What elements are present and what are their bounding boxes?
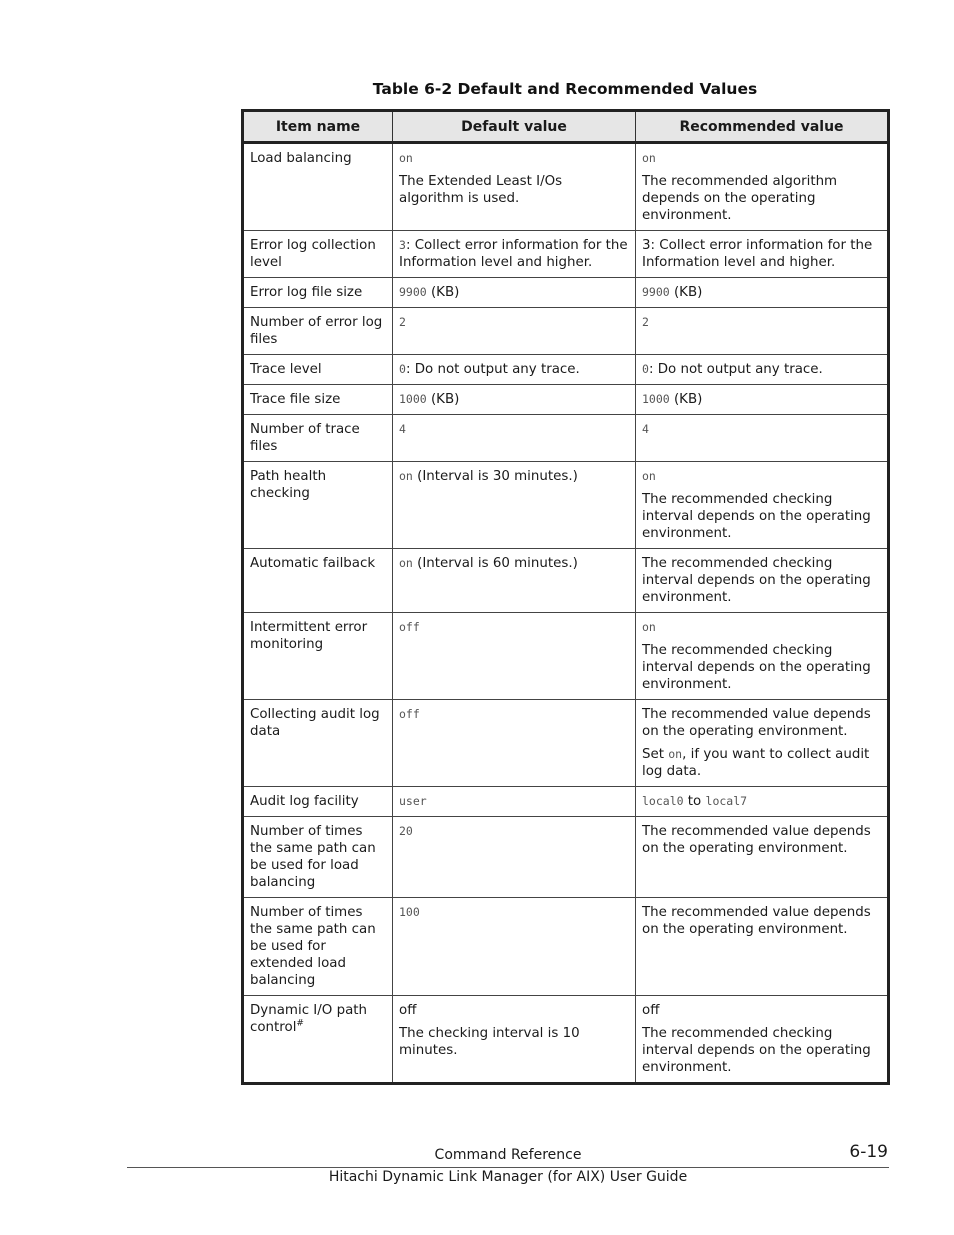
cell-item-name xyxy=(243,231,393,278)
table-row xyxy=(243,898,889,996)
cell-paragraph xyxy=(399,619,630,636)
footer-book-title: Hitachi Dynamic Link Manager (for AIX) User Guide xyxy=(328,1169,688,1185)
cell-item-name xyxy=(243,996,393,1084)
cell-item-name xyxy=(243,817,393,898)
text-run: (KB) xyxy=(669,285,703,300)
table-caption: Table 6-2 Default and Recommended Values xyxy=(372,80,758,98)
item-name-text: Trace file size xyxy=(250,392,341,407)
code-value: on xyxy=(399,151,413,165)
code-value: 0 xyxy=(399,362,406,376)
text-run: : Do not output any trace. xyxy=(648,362,823,377)
code-value: on xyxy=(642,620,656,634)
text-run: The recommended value depends on the operating environment. xyxy=(642,824,871,856)
text-run: Set xyxy=(642,747,669,762)
values-table xyxy=(241,109,890,1085)
cell-paragraph xyxy=(642,391,882,408)
code-value: user xyxy=(399,794,427,808)
code-value: 4 xyxy=(399,422,406,436)
code-value: 4 xyxy=(642,422,649,436)
code-value: on xyxy=(642,151,656,165)
table-row xyxy=(243,231,889,278)
cell-item-name xyxy=(243,898,393,996)
code-value: off xyxy=(399,620,420,634)
table-row xyxy=(243,996,889,1084)
text-run: off xyxy=(642,1003,660,1018)
cell-recommended-value xyxy=(636,817,889,898)
cell-default-value xyxy=(393,231,636,278)
cell-recommended-value xyxy=(636,308,889,355)
cell-paragraph xyxy=(399,391,630,408)
cell-paragraph xyxy=(642,284,882,301)
cell-recommended-value xyxy=(636,549,889,613)
cell-item-name xyxy=(243,308,393,355)
cell-default-value xyxy=(393,898,636,996)
cell-paragraph xyxy=(399,555,630,572)
cell-recommended-value xyxy=(636,355,889,385)
cell-paragraph xyxy=(399,284,630,301)
code-value: 9900 xyxy=(399,285,427,299)
footer-divider xyxy=(127,1167,889,1168)
cell-paragraph xyxy=(399,706,630,723)
cell-paragraph xyxy=(399,1002,630,1019)
cell-paragraph xyxy=(399,793,630,810)
cell-paragraph xyxy=(642,150,882,167)
item-name-text: Dynamic I/O path control xyxy=(250,1003,368,1035)
text-run: , if you want to collect audit log data. xyxy=(642,747,870,779)
cell-paragraph xyxy=(642,421,882,438)
table-row xyxy=(243,462,889,549)
cell-paragraph xyxy=(642,706,882,740)
code-value: off xyxy=(399,707,420,721)
code-value: local7 xyxy=(705,794,748,808)
cell-default-value xyxy=(393,415,636,462)
cell-paragraph xyxy=(642,793,882,810)
text-run: The checking interval is 10 minutes. xyxy=(399,1026,580,1058)
cell-recommended-value xyxy=(636,700,889,787)
cell-recommended-value xyxy=(636,143,889,231)
cell-paragraph xyxy=(642,746,882,780)
cell-paragraph xyxy=(642,361,882,378)
cell-default-value xyxy=(393,355,636,385)
code-value: on xyxy=(642,469,656,483)
cell-paragraph xyxy=(642,237,882,271)
cell-item-name xyxy=(243,700,393,787)
cell-paragraph xyxy=(642,491,882,542)
cell-paragraph xyxy=(642,468,882,485)
item-name-text: Intermittent error monitoring xyxy=(250,620,368,652)
text-run: to xyxy=(683,794,706,809)
cell-default-value xyxy=(393,385,636,415)
header-recommended-value: Recommended value xyxy=(636,111,889,143)
text-run: (KB) xyxy=(669,392,703,407)
footer-section-title: Command Reference xyxy=(434,1147,582,1163)
page-number: 6-19 xyxy=(849,1142,888,1162)
item-name-text: Error log collection level xyxy=(250,238,376,270)
item-name-text: Trace level xyxy=(250,362,322,377)
cell-paragraph xyxy=(399,173,630,207)
table-row xyxy=(243,278,889,308)
cell-paragraph xyxy=(399,237,630,271)
cell-default-value xyxy=(393,308,636,355)
cell-paragraph xyxy=(399,421,630,438)
table-row xyxy=(243,355,889,385)
cell-default-value xyxy=(393,549,636,613)
cell-default-value xyxy=(393,700,636,787)
cell-paragraph xyxy=(642,314,882,331)
cell-item-name xyxy=(243,787,393,817)
text-run: (KB) xyxy=(426,285,460,300)
cell-paragraph xyxy=(399,468,630,485)
cell-paragraph xyxy=(399,1025,630,1059)
text-run: : Collect error information for the Information level and higher. xyxy=(399,238,628,270)
code-value: on xyxy=(399,556,413,570)
cell-recommended-value xyxy=(636,231,889,278)
cell-item-name xyxy=(243,549,393,613)
table-row xyxy=(243,787,889,817)
code-value: on xyxy=(668,747,683,761)
code-value: 1000 xyxy=(642,392,670,406)
cell-item-name xyxy=(243,278,393,308)
item-name-text: Number of error log files xyxy=(250,315,383,347)
cell-recommended-value xyxy=(636,278,889,308)
header-item-name: Item name xyxy=(243,111,393,143)
cell-paragraph xyxy=(642,904,882,938)
code-value: 2 xyxy=(399,315,406,329)
cell-paragraph xyxy=(399,150,630,167)
cell-paragraph xyxy=(642,555,882,606)
table-row xyxy=(243,308,889,355)
table-row xyxy=(243,385,889,415)
cell-default-value xyxy=(393,278,636,308)
item-name-text: Automatic failback xyxy=(250,556,376,571)
cell-recommended-value xyxy=(636,462,889,549)
cell-recommended-value xyxy=(636,415,889,462)
cell-paragraph xyxy=(399,361,630,378)
cell-recommended-value xyxy=(636,787,889,817)
text-run: The recommended value depends on the operating environment. xyxy=(642,905,871,937)
item-name-text: Collecting audit log data xyxy=(250,707,380,739)
code-value: local0 xyxy=(642,794,684,808)
text-run: (KB) xyxy=(426,392,460,407)
cell-default-value xyxy=(393,996,636,1084)
code-value: 0 xyxy=(642,362,649,376)
cell-item-name xyxy=(243,613,393,700)
cell-default-value xyxy=(393,613,636,700)
cell-paragraph xyxy=(642,173,882,224)
cell-item-name xyxy=(243,415,393,462)
item-name-text: Number of times the same path can be used for load balancing xyxy=(250,824,376,890)
header-default-value: Default value xyxy=(393,111,636,143)
code-value: 2 xyxy=(642,315,649,329)
cell-paragraph xyxy=(642,823,882,857)
text-run: (Interval is 30 minutes.) xyxy=(412,469,578,484)
cell-default-value xyxy=(393,143,636,231)
cell-paragraph xyxy=(642,1025,882,1076)
text-run: 3: Collect error information for the Information level and higher. xyxy=(642,238,873,270)
text-run: The recommended checking interval depends on the operating environment. xyxy=(642,492,871,541)
table-row xyxy=(243,817,889,898)
cell-paragraph xyxy=(642,1002,882,1019)
cell-paragraph xyxy=(399,904,630,921)
text-run: The recommended algorithm depends on the operating environment. xyxy=(642,174,838,223)
text-run: The Extended Least I/Os algorithm is used. xyxy=(399,174,563,206)
code-value: 20 xyxy=(399,824,413,838)
cell-paragraph xyxy=(642,619,882,636)
table-row xyxy=(243,700,889,787)
cell-default-value xyxy=(393,817,636,898)
table-row xyxy=(243,143,889,231)
item-name-text: Path health checking xyxy=(250,469,327,501)
cell-paragraph xyxy=(642,642,882,693)
code-value: 100 xyxy=(399,905,420,919)
cell-recommended-value xyxy=(636,898,889,996)
code-value: on xyxy=(399,469,413,483)
cell-item-name xyxy=(243,143,393,231)
code-value: 3 xyxy=(399,238,406,252)
code-value: 9900 xyxy=(642,285,670,299)
item-name-text: Error log file size xyxy=(250,285,363,300)
item-name-text: Number of trace files xyxy=(250,422,360,454)
cell-recommended-value xyxy=(636,613,889,700)
code-value: 1000 xyxy=(399,392,427,406)
cell-paragraph xyxy=(399,314,630,331)
cell-paragraph xyxy=(399,823,630,840)
table-row xyxy=(243,613,889,700)
cell-default-value xyxy=(393,787,636,817)
text-run: (Interval is 60 minutes.) xyxy=(412,556,578,571)
text-run: The recommended checking interval depends on the operating environment. xyxy=(642,556,871,605)
table-row xyxy=(243,415,889,462)
text-run: The recommended checking interval depends on the operating environment. xyxy=(642,1026,871,1075)
table-row xyxy=(243,549,889,613)
item-name-text: Audit log facility xyxy=(250,794,359,809)
cell-item-name xyxy=(243,385,393,415)
cell-recommended-value xyxy=(636,385,889,415)
cell-item-name xyxy=(243,355,393,385)
cell-recommended-value xyxy=(636,996,889,1084)
cell-default-value xyxy=(393,462,636,549)
item-name-text: Load balancing xyxy=(250,151,352,166)
cell-item-name xyxy=(243,462,393,549)
text-run: The recommended value depends on the operating environment. xyxy=(642,707,871,739)
text-run: off xyxy=(399,1003,417,1018)
footnote-marker: # xyxy=(296,1018,304,1029)
item-name-text: Number of times the same path can be used for extended load balancing xyxy=(250,905,376,988)
text-run: : Do not output any trace. xyxy=(405,362,580,377)
table-header-row xyxy=(243,111,889,143)
text-run: The recommended checking interval depends on the operating environment. xyxy=(642,643,871,692)
